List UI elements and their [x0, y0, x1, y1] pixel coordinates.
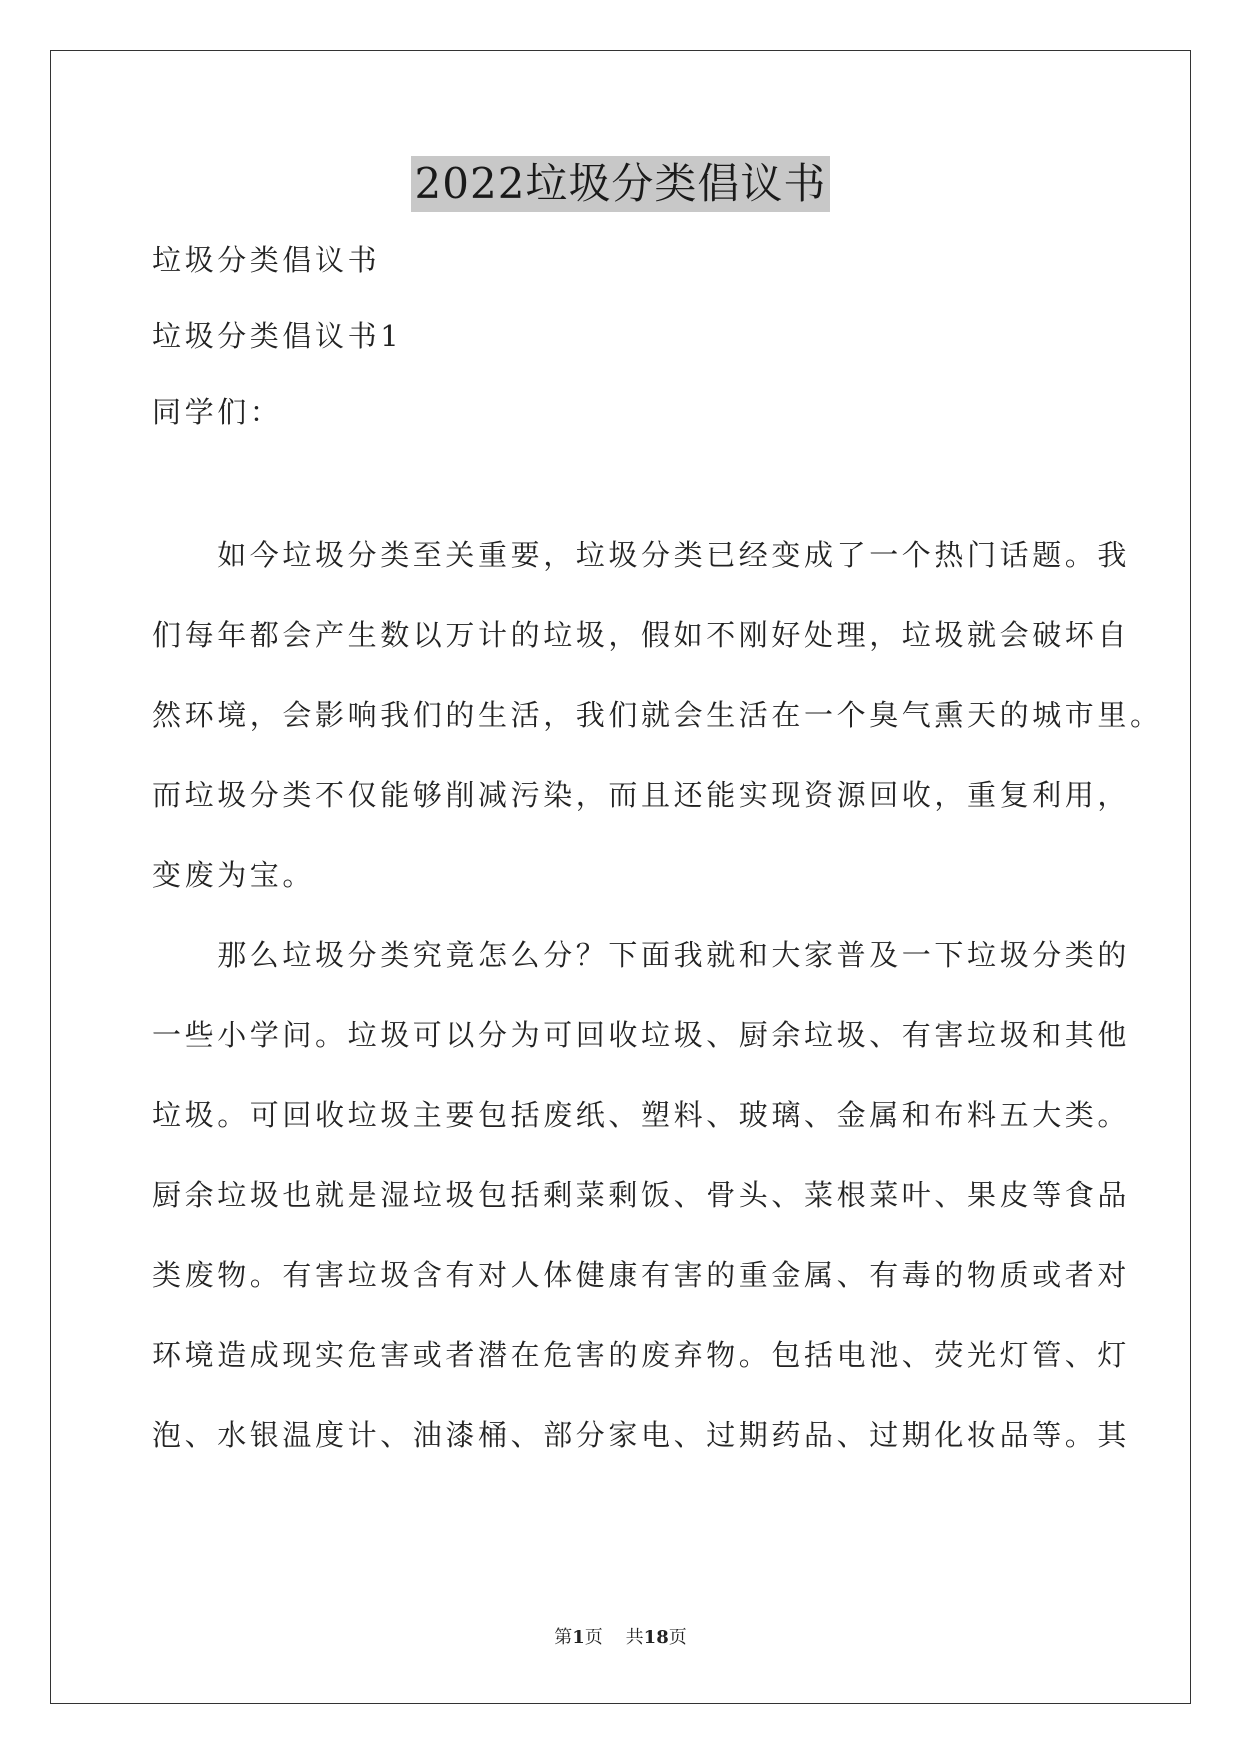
- body-line: 垃圾。可回收垃圾主要包括废纸、塑料、玻璃、金属和布料五大类。: [152, 1098, 1131, 1132]
- footer-total-suffix: 页: [668, 1627, 687, 1648]
- body-line: 环境造成现实危害或者潜在危害的废弃物。包括电池、荧光灯管、灯: [152, 1338, 1131, 1372]
- document-title: 2022垃圾分类倡议书: [411, 156, 831, 212]
- title-container: [0, 156, 1241, 212]
- body-line: 类废物。有害垃圾含有对人体健康有害的重金属、有毒的物质或者对: [152, 1258, 1131, 1292]
- body-line: 一些小学问。垃圾可以分为可回收垃圾、厨余垃圾、有害垃圾和其他: [152, 1018, 1131, 1052]
- document-subtitle: 垃圾分类倡议书: [152, 243, 381, 277]
- footer-total-prefix: 共: [625, 1627, 644, 1648]
- body-line: 变废为宝。: [152, 858, 316, 892]
- body-line: 泡、水银温度计、油漆桶、部分家电、过期药品、过期化妆品等。其: [152, 1418, 1131, 1452]
- body-line: 那么垃圾分类究竟怎么分？下面我就和大家普及一下垃圾分类的: [152, 938, 1131, 972]
- body-line: 然环境，会影响我们的生活，我们就会生活在一个臭气熏天的城市里。: [152, 698, 1163, 732]
- body-line: 而垃圾分类不仅能够削减污染，而且还能实现资源回收，重复利用，: [152, 778, 1131, 812]
- footer-page-suffix: 页: [584, 1627, 603, 1648]
- footer-total-pages: 18: [643, 1627, 669, 1648]
- body-line: 厨余垃圾也就是湿垃圾包括剩菜剩饭、骨头、菜根菜叶、果皮等食品: [152, 1178, 1131, 1212]
- salutation: 同学们：: [152, 395, 283, 429]
- footer-page-prefix: 第: [554, 1627, 573, 1648]
- body-line: 们每年都会产生数以万计的垃圾，假如不刚好处理，垃圾就会破坏自: [152, 618, 1131, 652]
- section-title: 垃圾分类倡议书1: [152, 319, 403, 353]
- page-footer: [0, 1623, 1241, 1649]
- footer-page-number: 1: [572, 1627, 585, 1648]
- body-line: 如今垃圾分类至关重要，垃圾分类已经变成了一个热门话题。我: [152, 538, 1131, 572]
